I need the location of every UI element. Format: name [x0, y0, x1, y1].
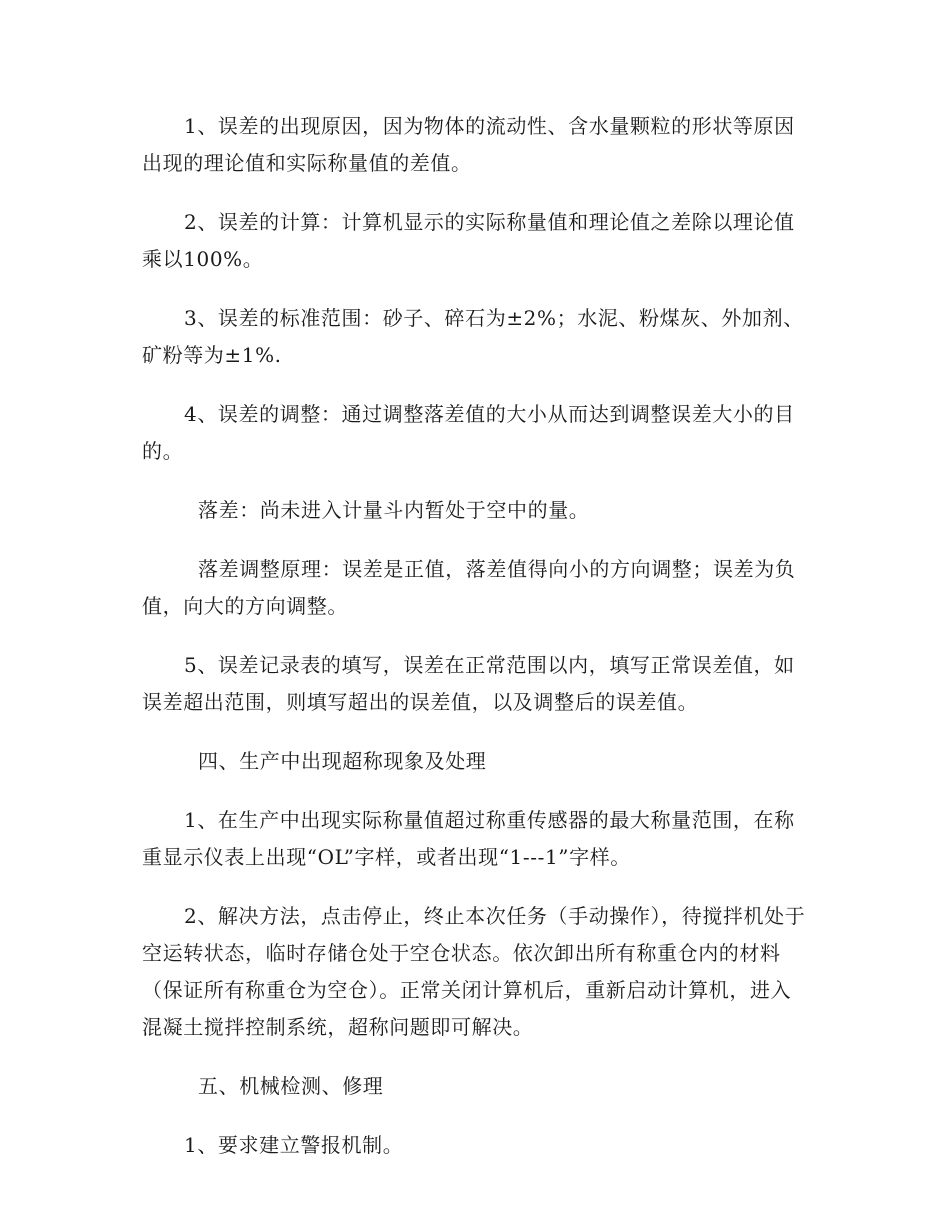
paragraph-alarm-mechanism: 1、要求建立警报机制。 — [184, 1133, 404, 1157]
paragraph-overweight-solution: 2、解决方法，点击停止，终止本次任务（手动操作），待搅拌机处于空运转状态，临时存储仓处于空仓状态。依次卸出所有称重仓内的材料（保证所有称重仓为空仓）。正常关闭计算机后，重新启动计算机，进入混凝土搅拌控制系统，超称问题即可解决。 — [142, 904, 806, 1039]
section-heading-mechanical-inspection: 五、机械检测、修理 — [198, 1074, 384, 1098]
paragraph-error-calculation: 2、误差的计算：计算机显示的实际称量值和理论值之差除以理论值乘以100%。 — [142, 210, 795, 271]
paragraph-error-standard-range: 3、误差的标准范围：砂子、碎石为±2%；水泥、粉煤灰、外加剂、矿粉等为±1%. — [142, 306, 804, 367]
section-heading-overweight: 四、生产中出现超称现象及处理 — [198, 749, 487, 773]
paragraph-drop-definition: 落差：尚未进入计量斗内暂处于空中的量。 — [198, 498, 590, 522]
paragraph-error-adjustment: 4、误差的调整：通过调整落差值的大小从而达到调整误差大小的目的。 — [142, 402, 795, 463]
paragraph-error-record-table: 5、误差记录表的填写，误差在正常范围以内，填写正常误差值，如误差超出范围，则填写超出的误差值，以及调整后的误差值。 — [142, 653, 795, 714]
paragraph-error-cause: 1、误差的出现原因，因为物体的流动性、含水量颗粒的形状等原因出现的理论值和实际称量值的差值。 — [142, 114, 795, 175]
paragraph-overweight-symptom: 1、在生产中出现实际称量值超过称重传感器的最大称量范围，在称重显示仪表上出现“OL”字样，或者出现“1---1”字样。 — [142, 808, 795, 869]
document-body — [142, 108, 810, 1186]
paragraph-drop-adjust-principle: 落差调整原理：误差是正值，落差值得向小的方向调整；误差为负值，向大的方向调整。 — [142, 557, 796, 618]
